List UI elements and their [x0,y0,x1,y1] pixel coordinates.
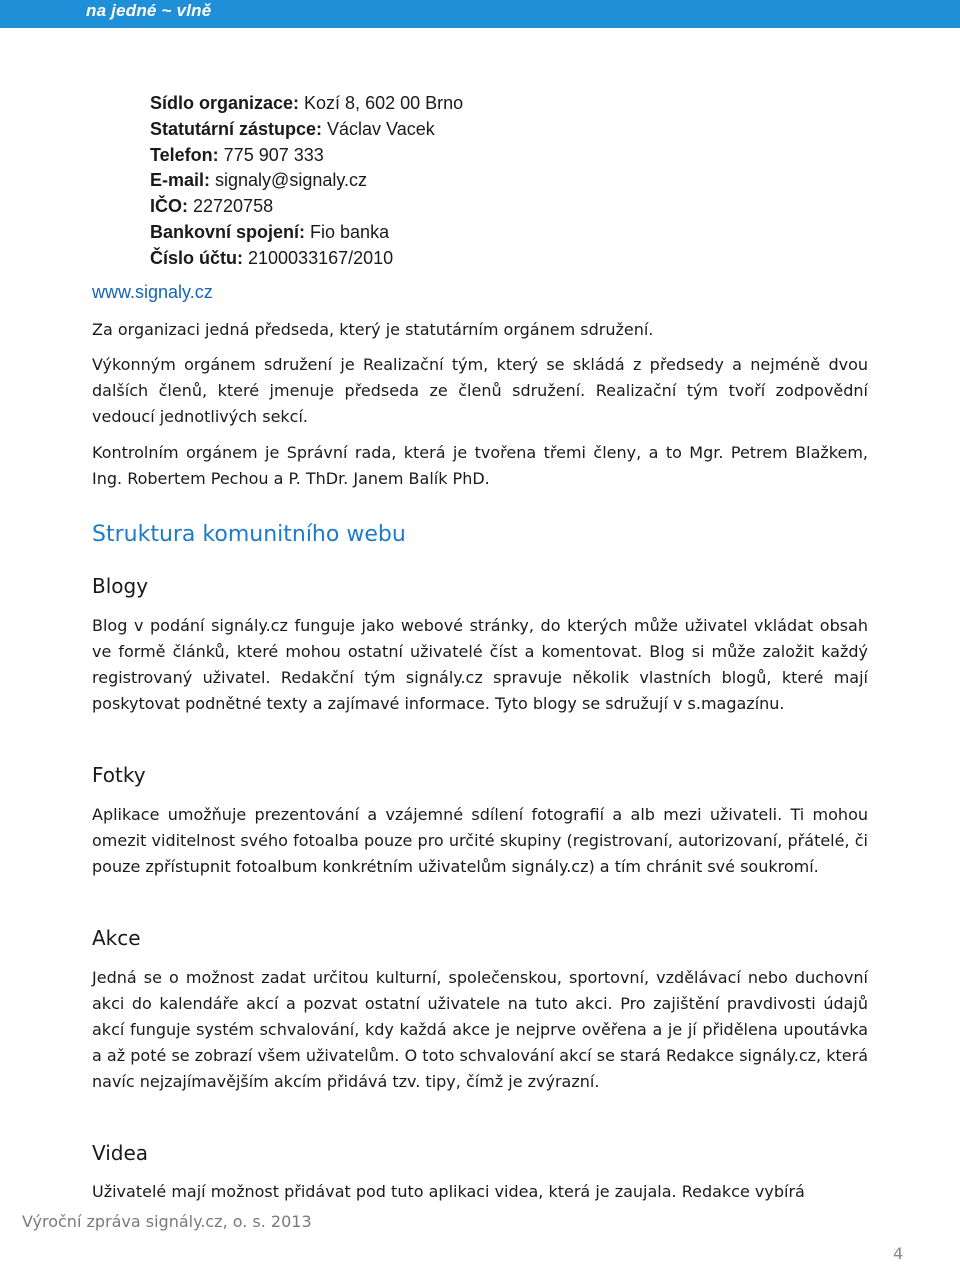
heading-videa: Videa [92,1141,149,1165]
info-value: 22720758 [188,196,274,217]
info-label: Číslo účtu: [150,247,243,268]
info-value: signaly@signaly.cz [210,170,368,191]
info-label: E-mail: [150,170,211,191]
paragraph-videa: Uživatelé mají možnost přidávat pod tuto aplikaci videa, která je zaujala. Redakce vybírá [92,1182,805,1201]
info-row-email [150,168,463,194]
paragraph-fotky: Aplikace umožňuje prezentování a vzájemné sdílení fotografií a alb mezi uživateli. Ti mohou omezit viditelnost svého fotoalba pouze pro určité skupiny (registrovaní, autorizovaní, přátelé, či pouze zpřístupnit fotoalbum konkrétním uživatelům signály.cz) a tím chránit své soukromí. [92,805,868,876]
page-number: 4 [893,1244,904,1263]
paragraph-akce: Jedná se o možnost zadat určitou kulturní, společenskou, sportovní, vzdělávací nebo duchovní akci do kalendáře akcí a pozvat ostatní uživatele na tuto akci. Pro zajištění pravdivosti údajů akcí funguje systém schvalování, kdy každá akce je nejprve ověřena a je jí přidělena upoutávka a až poté se zobrazí všem uživatelům. O toto schvalování akcí se stará Redakce signály.cz, která navíc nejzajímavějším akcím přidává tzv. tipy, čímž je zvýrazní. [92,968,868,1091]
info-label: Telefon: [150,144,219,165]
header-logo: na jedné ~ vlně [86,1,212,20]
paragraph-executive: Výkonným orgánem sdružení je Realizační tým, který se skládá z předsedy a nejméně dvou dalších členů, které jmenuje předseda ze členů sdružení. Realizační tým tvoří zodpovědní vedoucí jednotlivých sekcí. [92,355,868,426]
info-row-ico [150,194,463,220]
website-link[interactable]: www.signaly.cz [92,282,213,302]
info-value: Kozí 8, 602 00 Brno [299,93,464,113]
section-title-structure: Struktura komunitního webu [92,522,406,547]
organization-info [150,91,463,272]
info-value: 2100033167/2010 [243,247,394,268]
paragraph-statutory: Za organizaci jedná předseda, který je statutárním orgánem sdružení. [92,320,654,339]
paragraph-blogy: Blog v podání signály.cz funguje jako webové stránky, do kterých může uživatel vkládat obsah ve formě článků, které mohou ostatní uživatelé číst a komentovat. Blog si může založit každý registrovaný uživatel. Redakční tým signály.cz spravuje několik vlastních blogů, které mají poskytovat podnětné texty a zajímavé informace. Tyto blogy se sdružují v s.magazínu. [92,616,868,713]
info-label: Statutární zástupce: [150,118,323,139]
header-band [0,0,960,28]
info-value: Václav Vacek [322,118,435,139]
info-value: Fio banka [305,221,390,242]
info-row-address [150,91,463,117]
heading-akce: Akce [92,926,141,950]
info-row-bank [150,220,463,246]
heading-blogy: Blogy [92,574,149,598]
info-label: IČO: [150,196,188,217]
paragraph-supervisory: Kontrolním orgánem je Správní rada, která je tvořena třemi členy, a to Mgr. Petrem Blažkem, Ing. Robertem Pechou a P. ThDr. Janem Balík PhD. [92,443,868,488]
info-row-account [150,246,463,272]
info-label: Sídlo organizace: [150,93,300,113]
info-value: 775 907 333 [218,144,324,165]
info-row-phone [150,143,463,169]
info-label: Bankovní spojení: [150,221,306,242]
footer-text: Výroční zpráva signály.cz, o. s. 2013 [22,1212,312,1231]
info-row-representative [150,117,463,143]
heading-fotky: Fotky [92,763,146,787]
